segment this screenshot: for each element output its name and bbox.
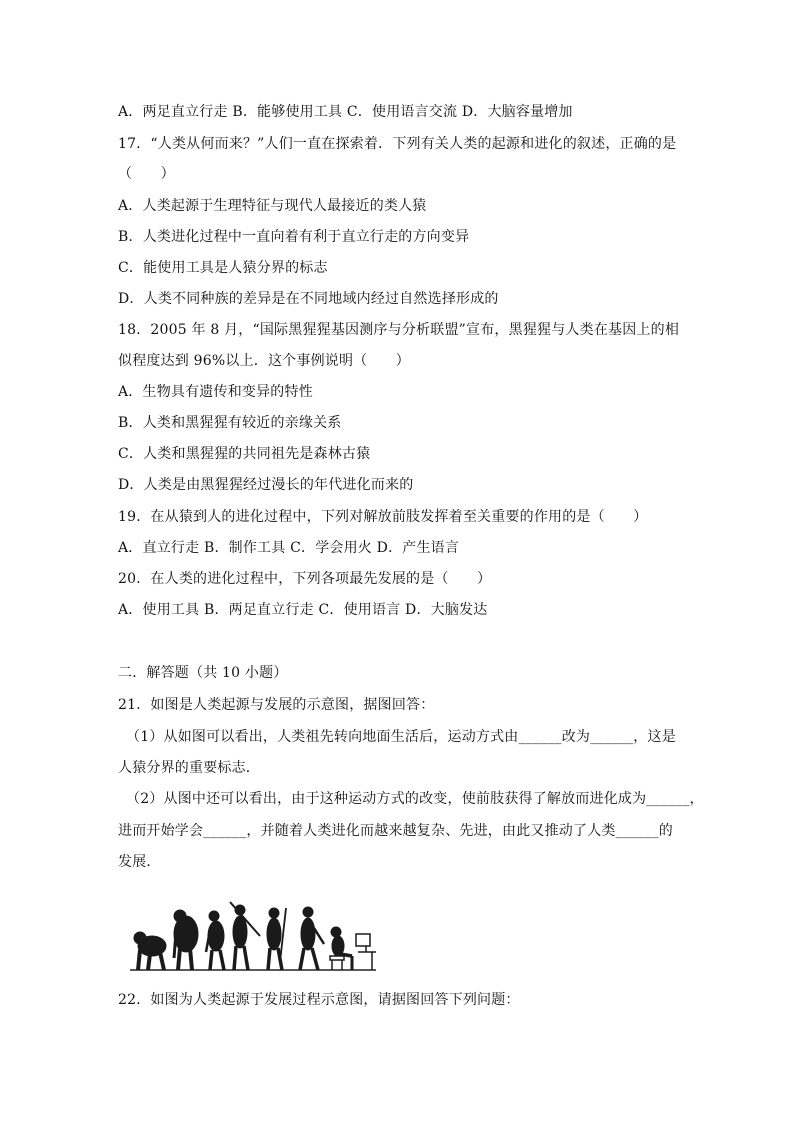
q21-part1-line-2: 人猿分界的重要标志．: [118, 760, 260, 776]
human-figure-6: [300, 907, 324, 970]
q21-stem: 21．如图是人类起源与发展的示意图，据图回答：: [118, 697, 435, 713]
human-evolution-figure: [130, 898, 378, 974]
ape-figure-1: [134, 932, 166, 970]
ape-figure-2: [174, 910, 198, 970]
q21-part1-line-1: （1）从如图可以看出，人类祖先转向地面生活后，运动方式由______改为______，这是: [126, 729, 676, 745]
q20-stem: 20．在人类的进化过程中，下列各项最先发展的是（ ）: [118, 571, 492, 587]
q19-stem: 19．在从猿到人的进化过程中，下列对解放前肢发挥着至关重要的作用的是（ ）: [118, 509, 648, 525]
q17-stem-line-1: 17．“人类从何而来？”人们一直在探索着．下列有关人类的起源和进化的叙述，正确的是: [118, 136, 677, 152]
human-figure-5: [267, 908, 286, 970]
q18-stem-line-2: 似程度达到 96%以上．这个事例说明（ ）: [118, 353, 410, 369]
hominid-figure-4: [230, 902, 260, 970]
q17-stem-line-2: （ ）: [118, 166, 175, 182]
q22-stem: 22．如图为人类起源于发展过程示意图，请据图回答下列问题：: [118, 992, 520, 1008]
q18-option-a: A．生物具有遗传和变异的特性: [118, 384, 313, 400]
q17-option-a: A．人类起源于生理特征与现代人最接近的类人猿: [118, 198, 427, 214]
q17-option-c: C．能使用工具是人猿分界的标志: [118, 260, 328, 276]
q20-options: A．使用工具 B．两足直立行走 C．使用语言 D．大脑发达: [118, 602, 488, 618]
q18-option-b: B．人类和黑猩猩有较近的亲缘关系: [118, 415, 342, 431]
q21-part2-line-2: 进而开始学会______，并随着人类进化而越来越复杂、先进，由此又推动了人类______的: [118, 823, 673, 839]
hominid-figure-3: [206, 911, 224, 970]
human-at-computer-figure: [330, 927, 376, 970]
q18-option-c: C．人类和黑猩猩的共同祖先是森林古猿: [118, 446, 371, 462]
q16-options: A．两足直立行走 B．能够使用工具 C．使用语言交流 D．大脑容量增加: [118, 104, 573, 120]
q18-option-d: D．人类是由黑猩猩经过漫长的年代进化而来的: [118, 477, 414, 493]
section-heading: 二．解答题（共 10 小题）: [118, 665, 288, 681]
q17-option-d: D．人类不同种族的差异是在不同地域内经过自然选择形成的: [118, 291, 499, 307]
q21-part2-line-1: （2）从图中还可以看出，由于这种运动方式的改变，使前肢获得了解放而进化成为______，: [126, 791, 704, 807]
q21-part2-line-3: 发展．: [118, 854, 161, 870]
q17-option-b: B．人类进化过程中一直向着有利于直立行走的方向变异: [118, 229, 470, 245]
q18-stem-line-1: 18．2005 年 8 月，“国际黑猩猩基因测序与分析联盟”宣布，黑猩猩与人类在基因上的相: [118, 322, 680, 338]
q19-options: A．直立行走 B．制作工具 C．学会用火 D．产生语言: [118, 540, 460, 556]
